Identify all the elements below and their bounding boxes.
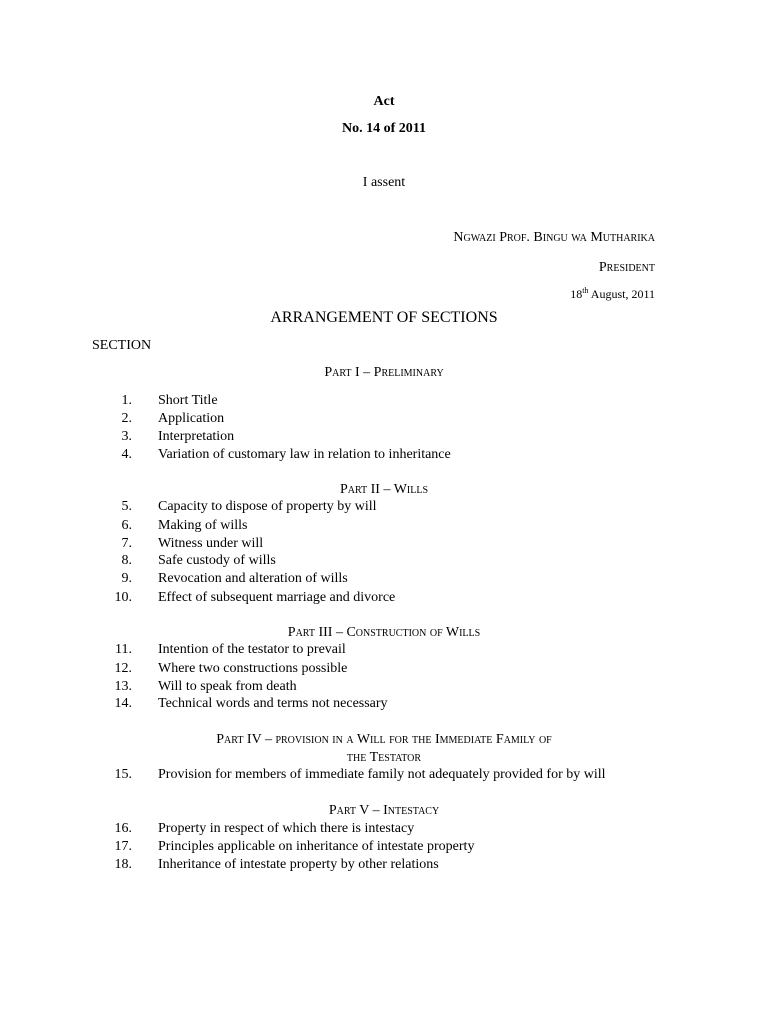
date-suffix: th xyxy=(582,286,589,295)
section-title: Short Title xyxy=(158,393,218,408)
section-title: Technical words and terms not necessary xyxy=(158,696,388,711)
section-title: Intention of the testator to prevail xyxy=(158,642,346,657)
signatory-name: Ngwazi Prof. Bingu wa Mutharika xyxy=(453,230,655,245)
part-heading: Part II – Wills xyxy=(339,482,429,497)
section-number: 13. xyxy=(114,679,132,694)
section-title: Revocation and alteration of wills xyxy=(158,571,348,586)
section-title: Provision for members of immediate family not adequately provided for by will xyxy=(158,767,606,782)
signatory-title: President xyxy=(598,260,655,275)
section-title: Witness under will xyxy=(158,536,264,551)
section-title: Making of wills xyxy=(158,518,248,533)
section-title: Capacity to dispose of property by will xyxy=(158,499,377,514)
section-title: Application xyxy=(158,411,225,426)
section-number: 18. xyxy=(114,857,132,872)
section-number: 1. xyxy=(121,393,132,408)
section-title: Principles applicable on inheritance of intestate property xyxy=(158,839,475,854)
section-number: 7. xyxy=(121,536,132,551)
section-number: 8. xyxy=(121,553,132,568)
act-heading: Act xyxy=(373,94,395,109)
section-number: 12. xyxy=(114,661,132,676)
section-title: Will to speak from death xyxy=(158,679,297,694)
section-number: 5. xyxy=(121,499,132,514)
section-title: Interpretation xyxy=(158,429,235,444)
date-day: 18 xyxy=(570,287,583,301)
part-heading-continued: the Testator xyxy=(346,750,422,765)
section-number: 4. xyxy=(121,447,132,462)
section-number: 10. xyxy=(114,590,132,605)
section-number: 2. xyxy=(121,411,132,426)
section-number: 16. xyxy=(114,821,132,836)
section-number: 3. xyxy=(121,429,132,444)
section-number: 6. xyxy=(121,518,132,533)
section-title: Where two constructions possible xyxy=(158,661,348,676)
part-heading: Part IV – provision in a Will for the Immediate Family of xyxy=(216,732,552,747)
section-column-label: SECTION xyxy=(92,338,152,353)
section-title: Safe custody of wills xyxy=(158,553,276,568)
section-title: Variation of customary law in relation to inheritance xyxy=(158,447,451,462)
section-title: Effect of subsequent marriage and divorce xyxy=(158,590,396,605)
section-number: 14. xyxy=(114,696,132,711)
section-number: 17. xyxy=(114,839,132,854)
part-heading: Part V – Intestacy xyxy=(328,803,440,818)
section-title: Property in respect of which there is intestacy xyxy=(158,821,415,836)
date-month-year: August, 2011 xyxy=(588,287,655,301)
part-heading: Part I – Preliminary xyxy=(324,365,444,380)
part-heading: Part III – Construction of Wills xyxy=(287,625,481,640)
arrangement-title: ARRANGEMENT OF SECTIONS xyxy=(270,309,498,326)
section-title: Inheritance of intestate property by other relations xyxy=(158,857,439,872)
assent-text: I assent xyxy=(362,175,406,190)
section-number: 9. xyxy=(121,571,132,586)
assent-date xyxy=(570,288,655,300)
section-number: 15. xyxy=(114,767,132,782)
act-number: No. 14 of 2011 xyxy=(342,121,426,136)
section-number: 11. xyxy=(115,642,132,657)
